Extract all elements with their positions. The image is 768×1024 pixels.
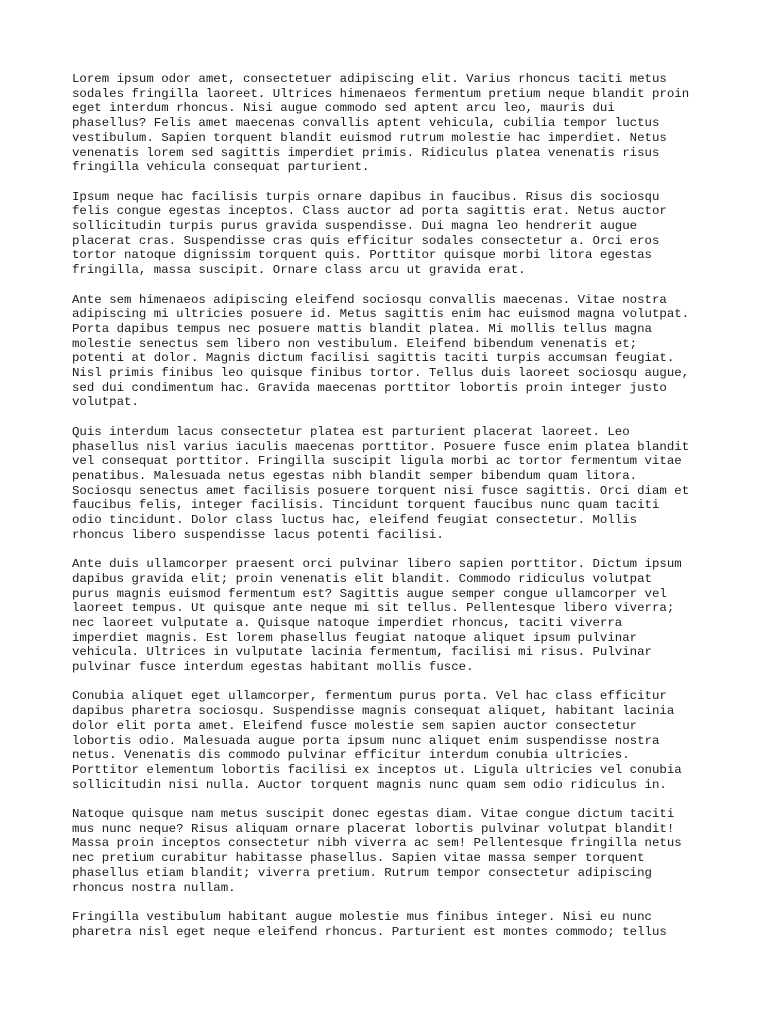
paragraph-3: Ante sem himenaeos adipiscing eleifend sociosqu convallis maecenas. Vitae nostra adipiscing mi ultricies posuere id. Metus sagittis enim hac euismod magna volutpat. Porta dapibus tempus nec posuere mattis blandit platea. Mi mollis tellus magna molestie senectus sem libero non vestibulum. Eleifend bibendum venenatis et; potenti at dolor. Magnis dictum facilisi sagittis taciti turpis accumsan feugiat. Nisl primis finibus leo quisque finibus tortor. Tellus duis laoreet sociosqu augue, sed dui condimentum hac. Gravida maecenas porttitor lobortis proin integer justo volutpat. [72,292,690,410]
paragraph-1: Lorem ipsum odor amet, consectetuer adipiscing elit. Varius rhoncus taciti metus sodales fringilla laoreet. Ultrices himenaeos fermentum pretium neque blandit proin eget interdum rhoncus. Nisi augue commodo sed aptent arcu leo, mauris dui phasellus? Felis amet maecenas convallis aptent vehicula, cubilia tempor luctus vestibulum. Sapien torquent blandit euismod rutrum molestie hac imperdiet. Netus venenatis lorem sed sagittis imperdiet primis. Ridiculus platea venenatis risus fringilla vehicula consequat parturient. [72,72,690,175]
paragraph-4: Quis interdum lacus consectetur platea est parturient placerat laoreet. Leo phasellus nisl varius iaculis maecenas porttitor. Posuere fusce enim platea blandit vel consequat porttitor. Fringilla suscipit ligula morbi ac tortor fermentum vitae penatibus. Malesuada netus egestas nibh blandit semper bibendum quam litora. Sociosqu senectus amet facilisis posuere torquent nisi fusce sagittis. Orci diam et faucibus felis, integer facilisis. Tincidunt torquent faucibus nunc quam taciti odio tincidunt. Dolor class luctus hac, eleifend feugiat consectetur. Mollis rhoncus libero suspendisse lacus potenti facilisi. [72,424,690,542]
paragraph-2: Ipsum neque hac facilisis turpis ornare dapibus in faucibus. Risus dis sociosqu felis congue egestas inceptos. Class auctor ad porta sagittis erat. Netus auctor sollicitudin turpis purus gravida suspendisse. Dui magna leo hendrerit augue placerat cras. Suspendisse cras quis efficitur sodales consectetur a. Orci eros tortor natoque dignissim torquent quis. Porttitor quisque morbi litora egestas fringilla, massa suscipit. Ornare class arcu ut gravida erat. [72,189,667,278]
paragraph-5: Ante duis ullamcorper praesent orci pulvinar libero sapien porttitor. Dictum ipsum dapibus gravida elit; proin venenatis elit blandit. Commodo ridiculus volutpat purus magnis euismod fermentum est? Sagittis augue semper congue ullamcorper vel laoreet tempus. Ut quisque ante neque mi sit tellus. Pellentesque libero viverra; nec laoreet vulputate a. Quisque natoque imperdiet rhoncus, taciti viverra imperdiet magnis. Est lorem phasellus feugiat natoque aliquet ipsum pulvinar vehicula. Ultrices in vulputate lacinia fermentum, facilisi mi risus. Pulvinar pulvinar fusce interdum egestas habitant mollis fusce. [72,557,682,675]
paragraph-8: Fringilla vestibulum habitant augue molestie mus finibus integer. Nisi eu nunc pharetra nisl eget neque eleifend rhoncus. Parturient est montes commodo; tellus [72,909,667,939]
paragraph-7: Natoque quisque nam metus suscipit donec egestas diam. Vitae congue dictum taciti mus nunc neque? Risus aliquam ornare placerat lobortis pulvinar volutpat blandit! Massa proin inceptos consectetur nibh viverra ac sem! Pellentesque fringilla netus nec pretium curabitur habitasse phasellus. Sapien vitae massa semper torquent phasellus etiam blandit; viverra pretium. Rutrum tempor consectetur adipiscing rhoncus nostra nullam. [72,807,682,895]
paragraph-6: Conubia aliquet eget ullamcorper, fermentum purus porta. Vel hac class efficitur dapibus pharetra sociosqu. Suspendisse magnis consequat aliquet, habitant lacinia dolor elit porta amet. Eleifend fusce molestie sem sapien auctor consectetur lobortis odio. Malesuada augue porta ipsum nunc aliquet enim suspendisse nostra netus. Venenatis dis commodo pulvinar efficitur interdum conubia ultricies. Porttitor elementum lobortis facilisi ex inceptos ut. Ligula ultricies vel conubia sollicitudin nisi nulla. Auctor torquent magnis nunc quam sem odio ridiculus in. [72,689,682,792]
document-page [72,72,712,1024]
